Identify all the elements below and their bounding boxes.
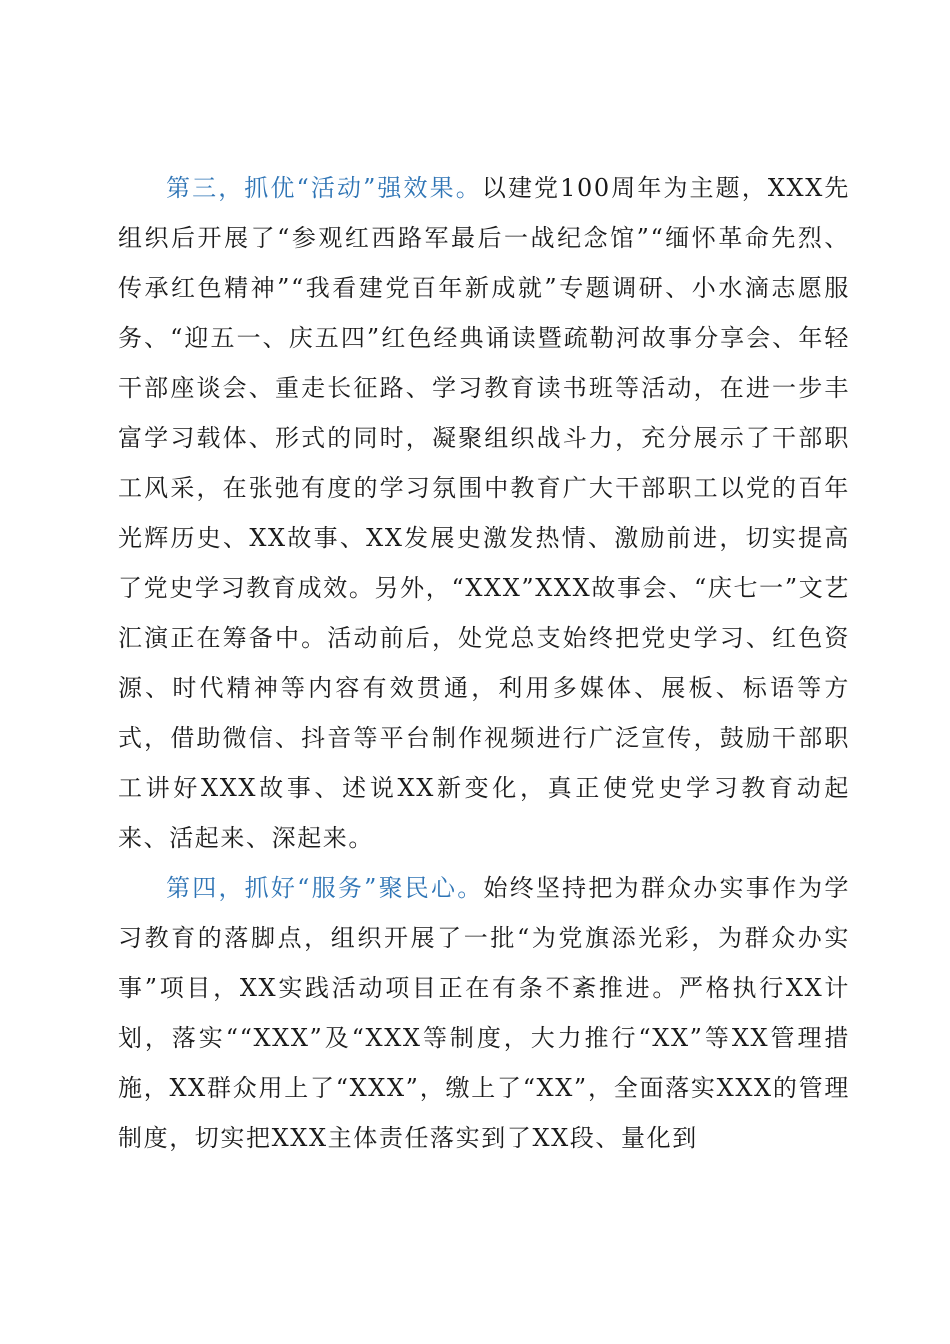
paragraph-fourth [118, 863, 850, 1163]
paragraph-third [118, 163, 850, 863]
paragraph-body: 以建党100周年为主题，XXX先组织后开展了“参观红西路军最后一战纪念馆”“缅怀革命先烈、传承红色精神”“我看建党百年新成就”专题调研、小水滴志愿服务、“迎五一、庆五四”红色经典诵读暨疏勒河故事分享会、年轻干部座谈会、重走长征路、学习教育读书班等活动，在进一步丰富学习载体、形式的同时，凝聚组织战斗力，充分展示了干部职工风采，在张弛有度的学习氛围中教育广大干部职工以党的百年光辉历史、XX故事、XX发展史激发热情、激励前进，切实提高了党史学习教育成效。另外，“XXX”XXX故事会、“庆七一”文艺汇演正在筹备中。活动前后，处党总支始终把党史学习、红色资源、时代精神等内容有效贯通，利用多媒体、展板、标语等方式，借助微信、抖音等平台制作视频进行广泛宣传，鼓励干部职工讲好XXX故事、述说XX新变化，真正使党史学习教育动起来、活起来、深起来。 [118, 174, 851, 852]
paragraph-body: 始终坚持把为群众办实事作为学习教育的落脚点，组织开展了一批“为党旗添光彩，为群众办实事”项目，XX实践活动项目正在有条不紊推进。严格执行XX计划，落实““XXX”及“XXX等制度，大力推行“XX”等XX管理措施，XX群众用上了“XXX”，缴上了“XX”，全面落实XXX的管理制度，切实把XXX主体责任落实到了XX段、量化到 [118, 874, 850, 1152]
paragraph-heading: 第四，抓好“服务”聚民心。 [166, 874, 484, 902]
paragraph-heading: 第三，抓优“活动”强效果。 [166, 174, 482, 202]
